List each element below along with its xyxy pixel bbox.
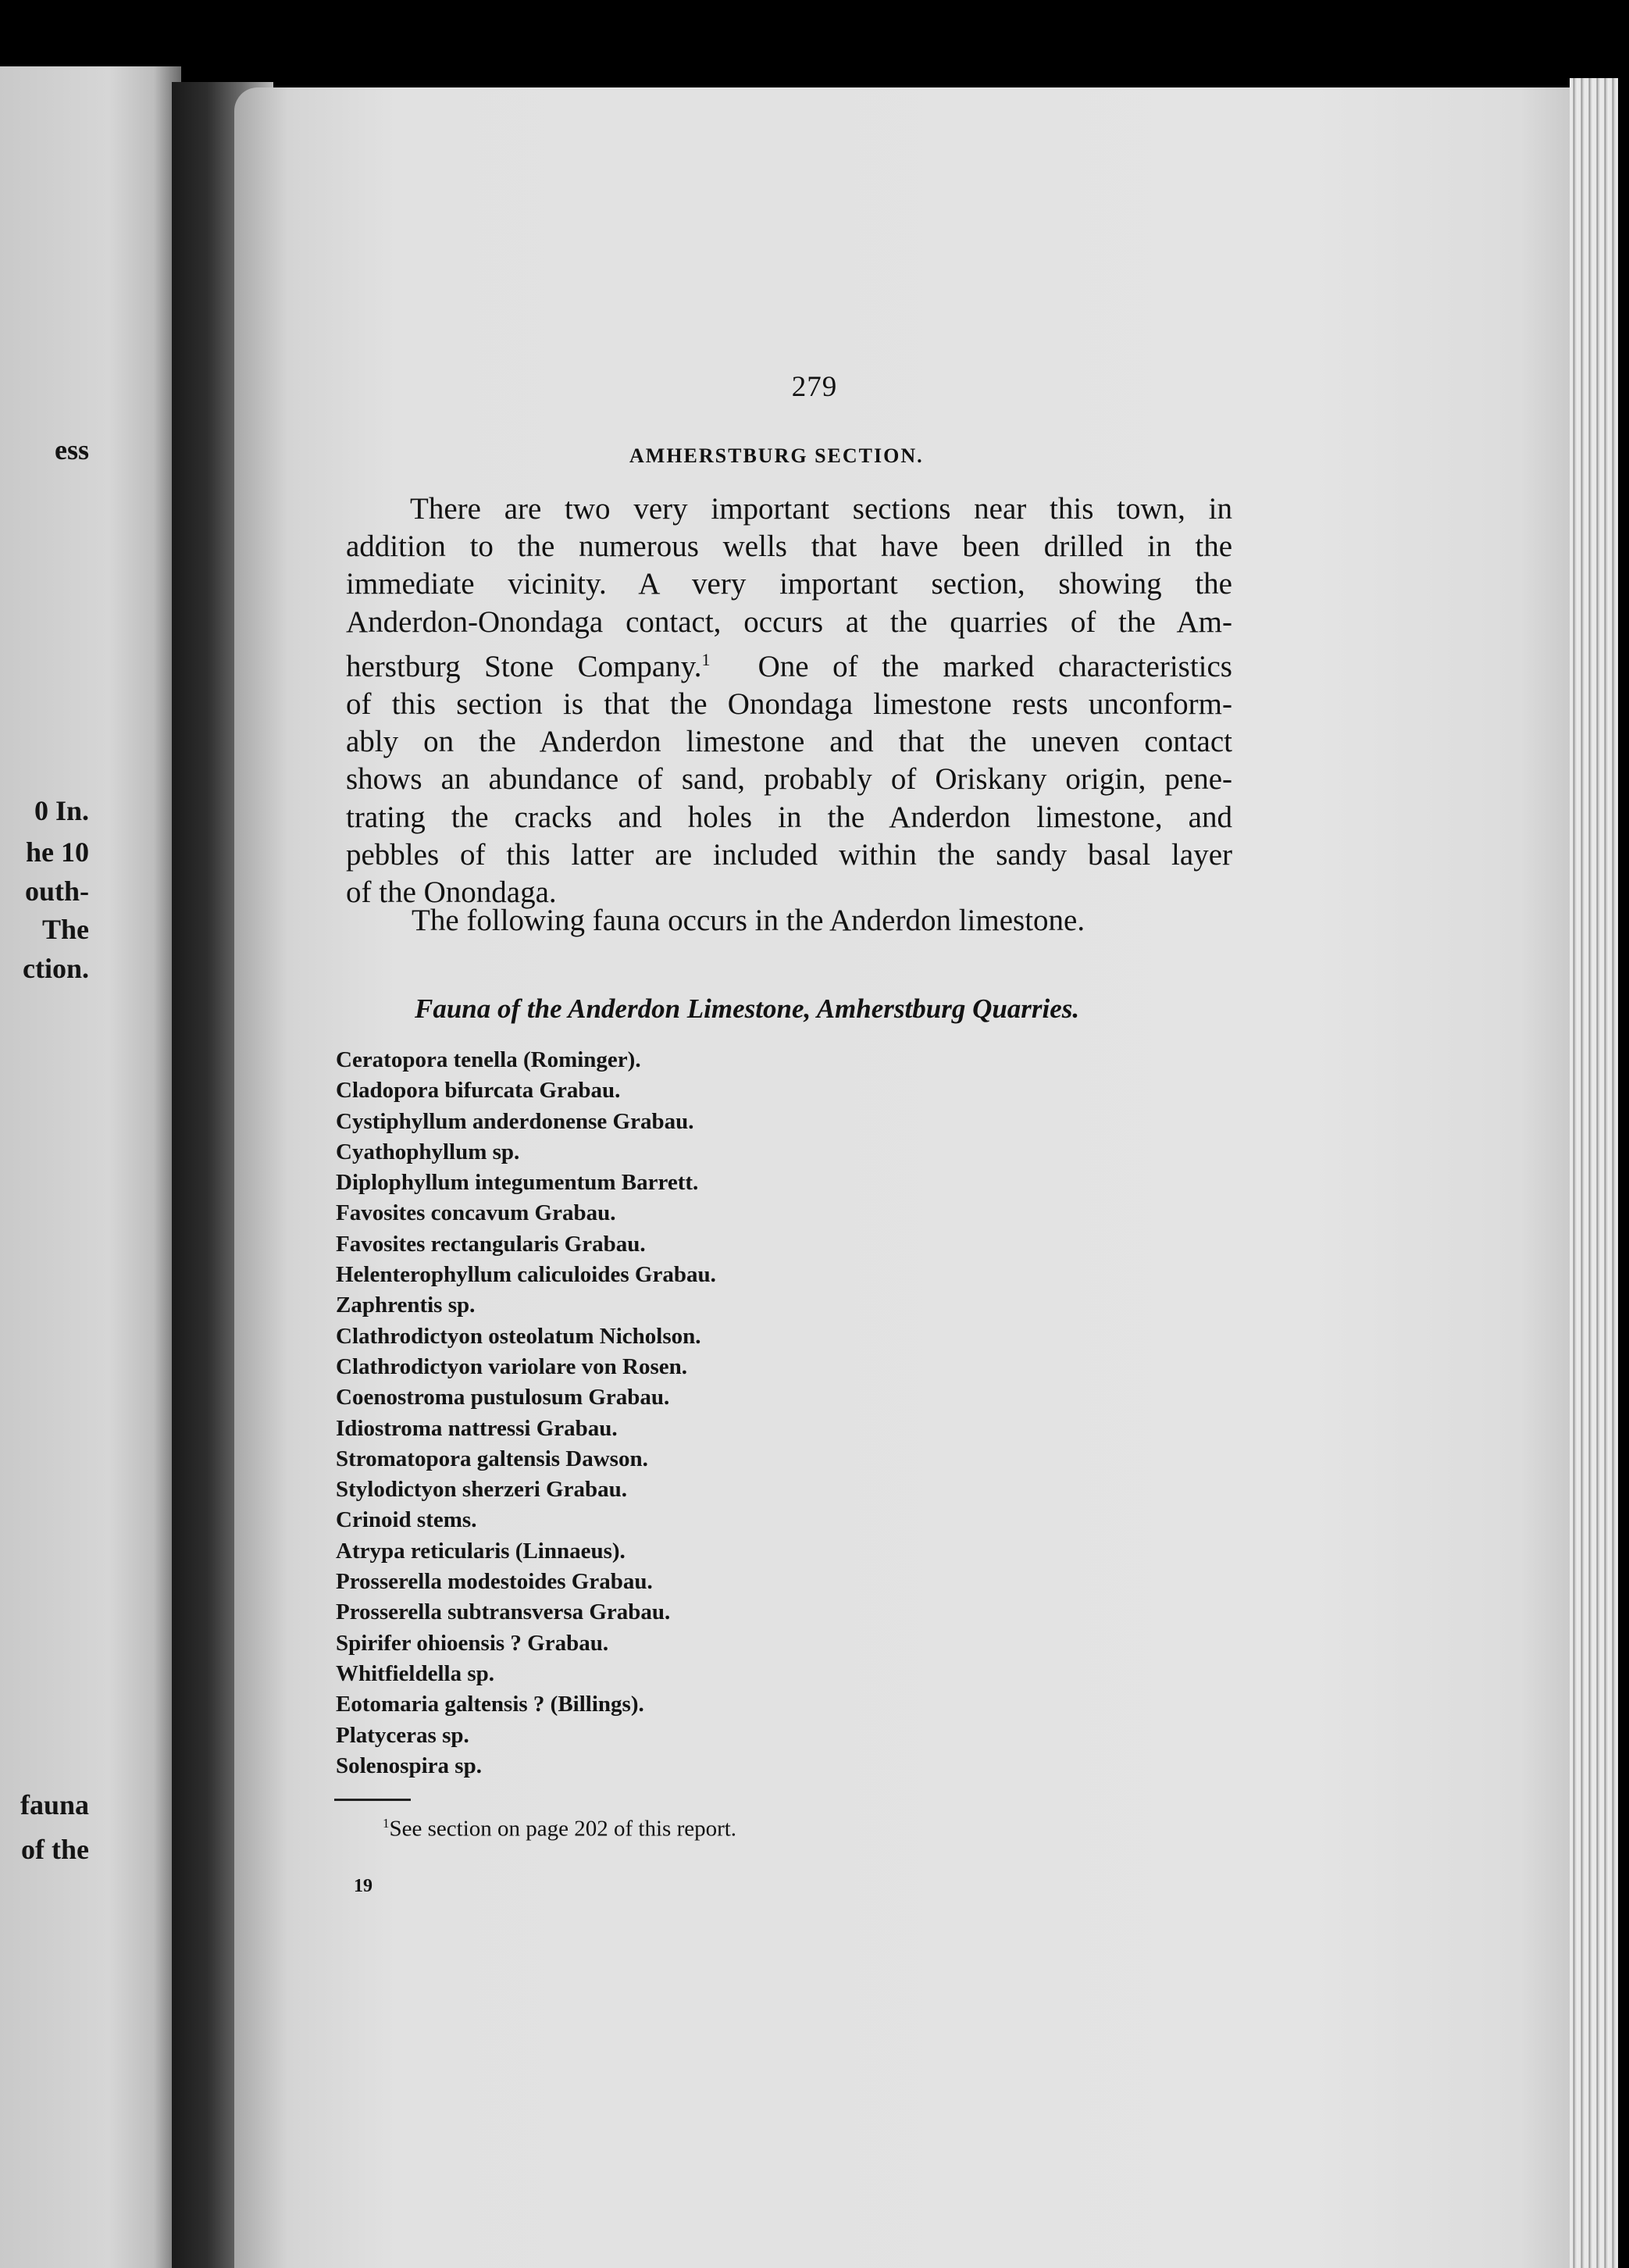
species-item: Solenospira sp. [336, 1753, 482, 1778]
species-item: Atrypa reticularis (Linnaeus). [336, 1538, 626, 1564]
footnote [383, 1816, 736, 1842]
body-line: immediate vicinity. A very important section, showing the [346, 567, 1232, 601]
left-page-fragment: outh- [24, 875, 89, 907]
left-page-fragment: ess [55, 434, 89, 465]
species-item: Idiostroma nattressi Grabau. [336, 1415, 618, 1441]
footnote-number: 1 [383, 1816, 390, 1831]
species-item: Platyceras sp. [336, 1722, 469, 1748]
body-line-part: herstburg Stone Company. [346, 649, 702, 683]
page-edges [1570, 78, 1618, 2268]
species-item: Clathrodictyon variolare von Rosen. [336, 1353, 688, 1379]
footnote-text: See section on page 202 of this report. [389, 1816, 737, 1842]
body-line: shows an abundance of sand, probably of Oriskany origin, pene- [346, 762, 1232, 797]
species-item: Favosites concavum Grabau. [336, 1200, 616, 1226]
body-line: Anderdon-Onondaga contact, occurs at the quarries of the Am- [346, 604, 1232, 639]
species-item: Crinoid stems. [336, 1507, 477, 1533]
left-page-fragment: ction. [23, 953, 89, 984]
footnote-rule [334, 1799, 411, 1801]
species-item: Zaphrentis sp. [336, 1293, 476, 1318]
species-list [336, 1045, 716, 1781]
species-item: Stromatopora galtensis Dawson. [336, 1446, 648, 1471]
body-line: pebbles of this latter are included within the sandy basal layer [346, 837, 1232, 872]
species-item: Whitfieldella sp. [336, 1660, 495, 1686]
species-item: Cyathophyllum sp. [336, 1139, 520, 1164]
species-item: Prosserella subtransversa Grabau. [336, 1599, 671, 1625]
body-line: trating the cracks and holes in the Anderdon limestone, and [346, 800, 1232, 834]
species-item: Stylodictyon sherzeri Grabau. [336, 1477, 627, 1503]
fauna-intro: The following fauna occurs in the Anderdon limestone. [412, 904, 1085, 937]
body-paragraph [346, 490, 1232, 911]
species-item: Spirifer ohioensis ? Grabau. [336, 1630, 609, 1656]
body-line: of the Onondaga. [346, 875, 557, 910]
species-item: Diplophyllum integumentum Barrett. [336, 1170, 699, 1196]
species-item: Cystiphyllum anderdonense Grabau. [336, 1108, 694, 1134]
left-page-fragment: of the [21, 1834, 89, 1865]
left-page-fragment: 0 In. [34, 795, 89, 826]
species-item: Eotomaria galtensis ? (Billings). [336, 1692, 644, 1717]
species-item: Favosites rectangularis Grabau. [336, 1231, 646, 1257]
signature-mark: 19 [354, 1876, 372, 1896]
species-item: Ceratopora tenella (Rominger). [336, 1047, 641, 1072]
species-item: Cladopora bifurcata Grabau. [336, 1078, 621, 1104]
left-page-fragment: The [41, 914, 89, 945]
left-page-fragment: he 10 [26, 836, 89, 868]
species-item: Prosserella modestoides Grabau. [336, 1569, 653, 1595]
body-line: ably on the Anderdon limestone and that the uneven contact [346, 725, 1232, 759]
left-page-fragment: fauna [20, 1789, 89, 1820]
species-item: Helenterophyllum caliculoides Grabau. [336, 1262, 716, 1288]
fauna-list-title: Fauna of the Anderdon Limestone, Amherstburg Quarries. [415, 993, 1080, 1024]
body-line: addition to the numerous wells that have been drilled in the [346, 530, 1232, 564]
body-line-with-footnote [346, 641, 1232, 686]
body-line: There are two very important sections near this town, in [410, 492, 1232, 526]
section-heading: AMHERSTBURG SECTION. [629, 444, 924, 467]
species-item: Clathrodictyon osteolatum Nicholson. [336, 1323, 701, 1349]
page-number [0, 370, 1629, 404]
species-item: Coenostroma pustulosum Grabau. [336, 1385, 670, 1410]
body-line: of this section is that the Onondaga limestone rests unconform- [346, 687, 1232, 722]
footnote-marker: 1 [701, 649, 711, 669]
page-number-text: 279 [791, 371, 838, 403]
body-line-part: One of the marked characteristics [757, 649, 1232, 683]
